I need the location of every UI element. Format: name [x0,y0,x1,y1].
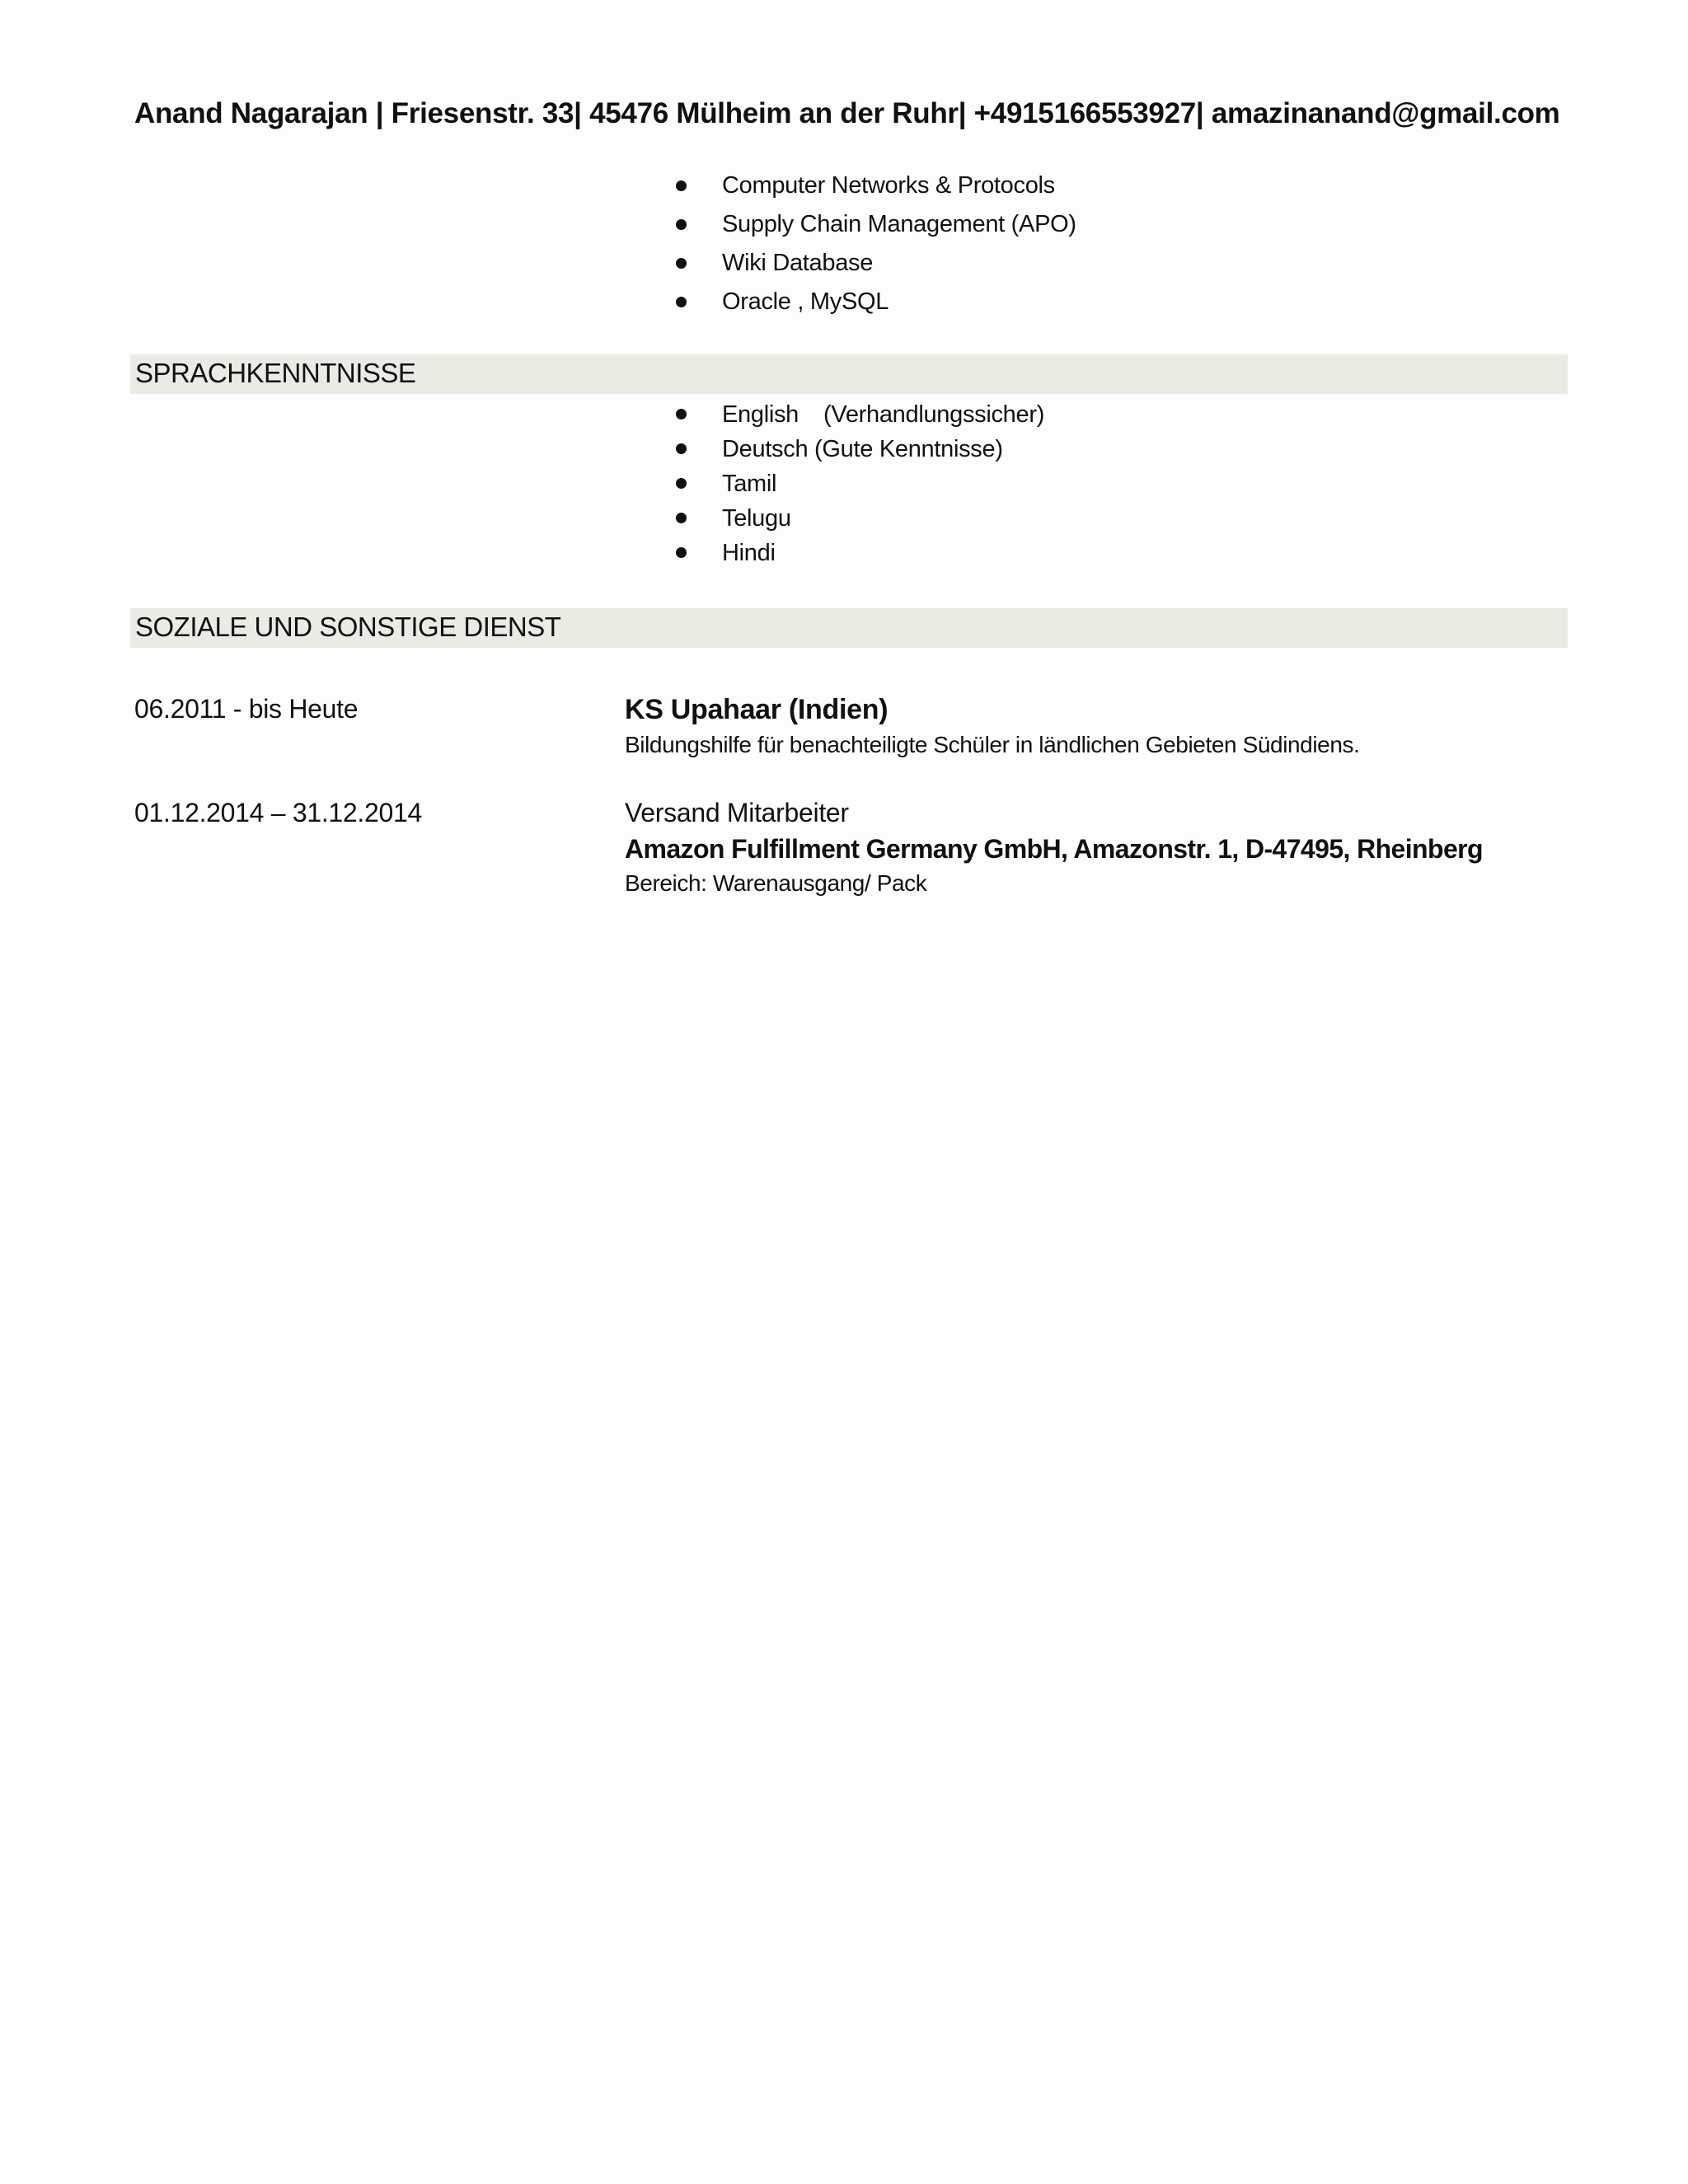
section-header-social [130,608,1568,648]
language-name: Telugu [722,505,791,532]
entry-role: Versand Mitarbeiter [625,798,849,827]
entry-date: 01.12.2014 – 31.12.2014 [134,798,422,827]
section-title: SPRACHKENNTNISSE [135,358,416,388]
entry-date: 06.2011 - bis Heute [134,694,359,724]
list-item [676,432,1044,466]
bullet-icon [676,409,687,419]
list-item [676,166,1076,205]
language-level: (Verhandlungssicher) [823,401,1045,428]
section-header-languages [130,354,1568,394]
entry-body [625,794,1483,900]
language-name: English [722,401,799,428]
entry-company: Amazon Fulfillment Germany GmbH, Amazonstr. 1, D-47495, Rheinberg [625,834,1483,864]
entry-body [625,691,1360,762]
bullet-icon [676,478,687,489]
list-item [676,205,1076,244]
bullet-icon [676,219,687,230]
list-item [676,397,1044,432]
bullet-icon [676,443,687,454]
skill-text: Computer Networks & Protocols [722,172,1055,199]
entry-description: Bildungshilfe für benachteiligte Schüler in ländlichen Gebieten Südindiens. [625,732,1360,757]
bullet-icon [676,258,687,269]
bullet-icon [676,297,687,307]
skills-list [676,166,1076,321]
contact-header: Anand Nagarajan | Friesenstr. 33| 45476 Mülheim an der Ruhr| +4915166553927| amazinanand@gmail.com [134,97,1560,129]
list-item [676,283,1076,321]
skill-text: Oracle , MySQL [722,288,889,315]
bullet-icon [676,180,687,191]
list-item [676,536,1044,570]
skill-text: Supply Chain Management (APO) [722,211,1076,237]
entry-title: KS Upahaar (Indien) [625,694,889,725]
languages-list [676,397,1044,570]
language-name: Hindi [722,540,776,566]
list-item [676,501,1044,536]
bullet-icon [676,513,687,523]
skill-text: Wiki Database [722,250,874,276]
bullet-icon [676,547,687,558]
language-name: Deutsch (Gute Kenntnisse) [722,436,1003,462]
entry-area: Bereich: Warenausgang/ Pack [625,870,927,896]
section-title: SOZIALE UND SONSTIGE DIENST [135,612,561,642]
list-item [676,466,1044,501]
list-item [676,244,1076,283]
language-name: Tamil [722,471,777,497]
